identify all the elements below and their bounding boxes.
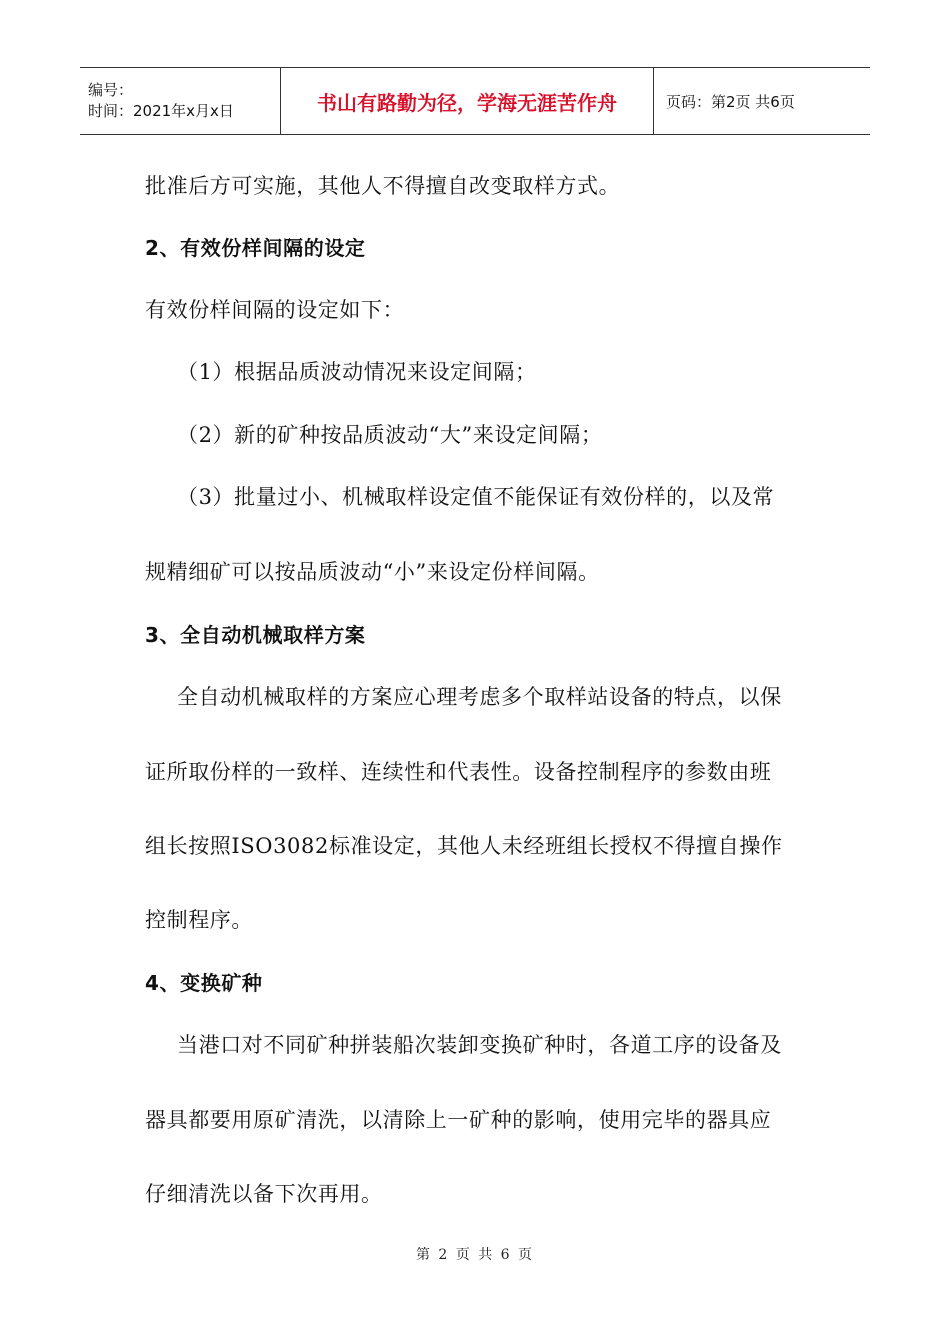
header-page-number: 页码：第2页 共6页 [666,92,795,111]
list-item: （3）批量过小、机械取样设定值不能保证有效份样的，以及常 [177,485,775,509]
list-item: （2）新的矿种按品质波动“大”来设定间隔； [177,423,603,447]
header-date: 时间：2021年x月x日 [88,102,234,120]
list-item: （1）根据品质波动情况来设定间隔； [177,360,537,384]
section-heading-2: 2、有效份样间隔的设定 [145,236,366,260]
section-heading-4: 4、变换矿种 [145,971,263,995]
header-number: 编号： [88,81,134,99]
header-meta [80,68,281,134]
section-heading-3: 3、全自动机械取样方案 [145,623,366,647]
paragraph-line: 组长按照ISO3082标准设定，其他人未经班组长授权不得擅自操作 [145,834,783,858]
paragraph-line: 规精细矿可以按品质波动“小”来设定份样间隔。 [145,560,600,584]
paragraph-line: 当港口对不同矿种拼装船次装卸变换矿种时，各道工序的设备及 [177,1033,782,1057]
header-motto-cell [281,68,654,134]
paragraph-line: 全自动机械取样的方案应心理考虑多个取样站设备的特点，以保 [177,685,782,709]
paragraph-line: 器具都要用原矿清洗，以清除上一矿种的影响，使用完毕的器具应 [145,1108,772,1132]
page-header [80,67,870,135]
paragraph-line: 批准后方可实施，其他人不得擅自改变取样方式。 [145,174,621,198]
paragraph-line: 证所取份样的一致样、连续性和代表性。设备控制程序的参数由班 [145,760,772,784]
header-motto: 书山有路勤为径，学海无涯苦作舟 [317,90,617,115]
header-page-cell [654,68,870,134]
paragraph-line: 仔细清洗以备下次再用。 [145,1182,383,1206]
page-footer: 第 2 页 共 6 页 [415,1247,535,1263]
paragraph-line: 有效份样间隔的设定如下： [145,298,405,322]
paragraph-line: 控制程序。 [145,908,253,932]
